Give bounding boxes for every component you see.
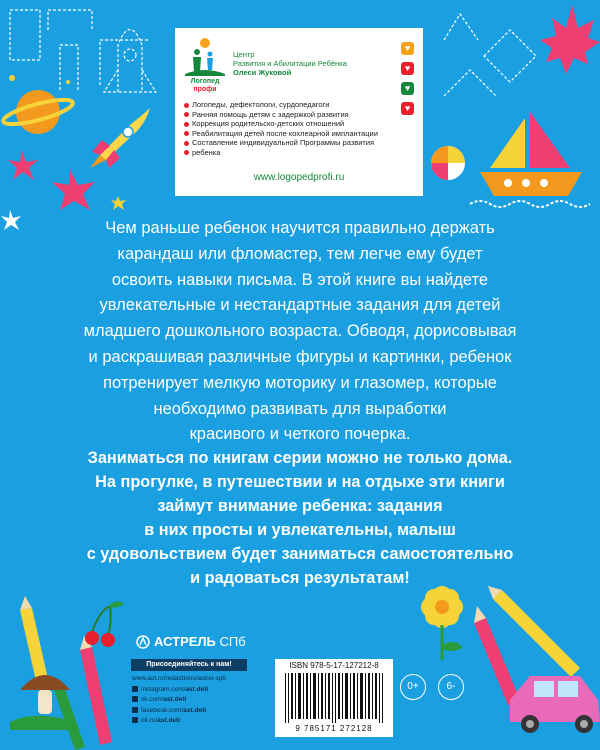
- isbn-text: ISBN 978-5-17-127212-8: [289, 661, 379, 670]
- series-line: и радоваться результатам!: [190, 569, 410, 587]
- maple-leaf-illustration: [540, 5, 600, 74]
- link-handle: ast.deti: [183, 706, 207, 714]
- barcode-box: [275, 659, 393, 737]
- series-line: займут внимание ребенка: задания: [157, 497, 443, 515]
- publisher-city: СПб: [219, 634, 246, 649]
- cherries-illustration: [85, 601, 124, 647]
- publisher-url[interactable]: www.ast.ru/redactions/astrel-spb: [132, 675, 226, 682]
- astrel-icon: [136, 635, 150, 649]
- link-prefix: instagram.com/: [141, 685, 186, 693]
- dashed-houses-illustration: [10, 10, 150, 90]
- service-item-continuation: ребенка: [183, 148, 378, 158]
- age-rating-badge: 0+: [400, 674, 426, 700]
- logoped-center-card: [175, 28, 423, 196]
- series-line: в них просты и увлекательны, малыш: [144, 521, 456, 539]
- series-line: На прогулке, в путешествии и на отдыхе эти книги: [95, 473, 505, 491]
- center-title-line-2: Развития и Абилитации Ребёнка: [233, 59, 347, 68]
- facebook-icon: [132, 707, 138, 713]
- logo-text-1: Логопед: [190, 78, 220, 85]
- heart-icon: ♥: [401, 82, 414, 95]
- description-line: увлекательные и нестандартные задания для детей: [99, 296, 501, 315]
- heart-icon: ♥: [401, 62, 414, 75]
- service-item: Логопеды, дефектологи, сурдопедагоги: [183, 100, 378, 110]
- planet-illustration: [1, 75, 75, 134]
- publisher-name-text: АСТРЕЛЬ: [154, 634, 216, 649]
- link-prefix: vk.com/: [141, 696, 164, 704]
- link-prefix: facebook.com/: [141, 706, 184, 714]
- join-us-banner: Присоединяйтесь к нам!: [131, 659, 247, 671]
- description-line: младшего дошкольного возраста. Обводя, дорисовывая: [83, 322, 517, 341]
- flower-illustration: [421, 586, 463, 660]
- description-line: необходимо развивать для выработки: [153, 399, 447, 418]
- series-line: с удовольствием будет заниматься самостоятельно: [86, 545, 514, 563]
- social-link-vk[interactable]: [132, 695, 226, 706]
- social-link-instagram[interactable]: [132, 685, 226, 696]
- service-item: Составление индивидуальной Программы развития: [183, 138, 378, 148]
- description-line: освоить навыки письма. В этой книге вы найдете: [111, 270, 489, 289]
- age-rating-badge: 6-: [438, 674, 464, 700]
- link-handle: ast.deti: [157, 717, 181, 725]
- ok-icon: [132, 717, 138, 723]
- logoped-profi-logo: [183, 36, 227, 94]
- publisher-name: [154, 634, 246, 649]
- social-link-ok[interactable]: [132, 716, 226, 727]
- description-line: красивого и четкого почерка.: [189, 425, 411, 444]
- description-paragraph: [40, 216, 560, 448]
- center-title-line-1: Центр: [233, 50, 255, 59]
- heart-icon: ♥: [401, 42, 414, 55]
- description-line: карандаш или фломастер, тем легче ему будет: [117, 244, 483, 263]
- heart-icon: ♥: [401, 102, 414, 115]
- ball-illustration: [431, 146, 465, 180]
- service-item: Реабилитация детей после кохлеарной имплантации: [183, 129, 378, 139]
- car-illustration: [510, 676, 600, 733]
- dashed-shapes-right-illustration: [444, 14, 536, 96]
- services-list: [183, 100, 378, 158]
- rocket-outline-illustration: [104, 30, 156, 93]
- series-paragraph: [26, 446, 574, 590]
- publisher-logo: [136, 634, 256, 652]
- barcode-icon: [283, 673, 387, 723]
- logo-text-2: профи: [193, 86, 217, 93]
- social-links: [132, 674, 226, 727]
- description-line: потренирует мелкую моторику и глазомер, которые: [103, 373, 497, 392]
- barcode-number: 9 785171 272128: [295, 724, 373, 733]
- website-link[interactable]: www.logopedprofi.ru: [253, 172, 345, 183]
- description-line: и раскрашивая различные фигуры и картинки, ребенок: [88, 347, 512, 366]
- instagram-icon: [132, 686, 138, 692]
- link-handle: ast.deti: [163, 696, 187, 704]
- service-item: Коррекция родительско-детских отношений: [183, 119, 378, 129]
- series-line: Заниматься по книгам серии можно не только дома.: [87, 449, 513, 467]
- heart-icons: [401, 42, 417, 122]
- link-handle: ast.deti: [185, 685, 209, 693]
- description-line: Чем раньше ребенок научится правильно держать: [105, 219, 495, 237]
- center-title: [233, 50, 347, 77]
- vk-icon: [132, 696, 138, 702]
- link-prefix: ok.ru/: [141, 717, 158, 725]
- sailboat-illustration: [470, 112, 590, 207]
- service-item: Ранняя помощь детям с задержкой развития: [183, 110, 378, 120]
- center-title-line-3: Олеси Жуковой: [233, 68, 292, 77]
- social-link-facebook[interactable]: [132, 706, 226, 717]
- rocket-illustration: [90, 108, 150, 168]
